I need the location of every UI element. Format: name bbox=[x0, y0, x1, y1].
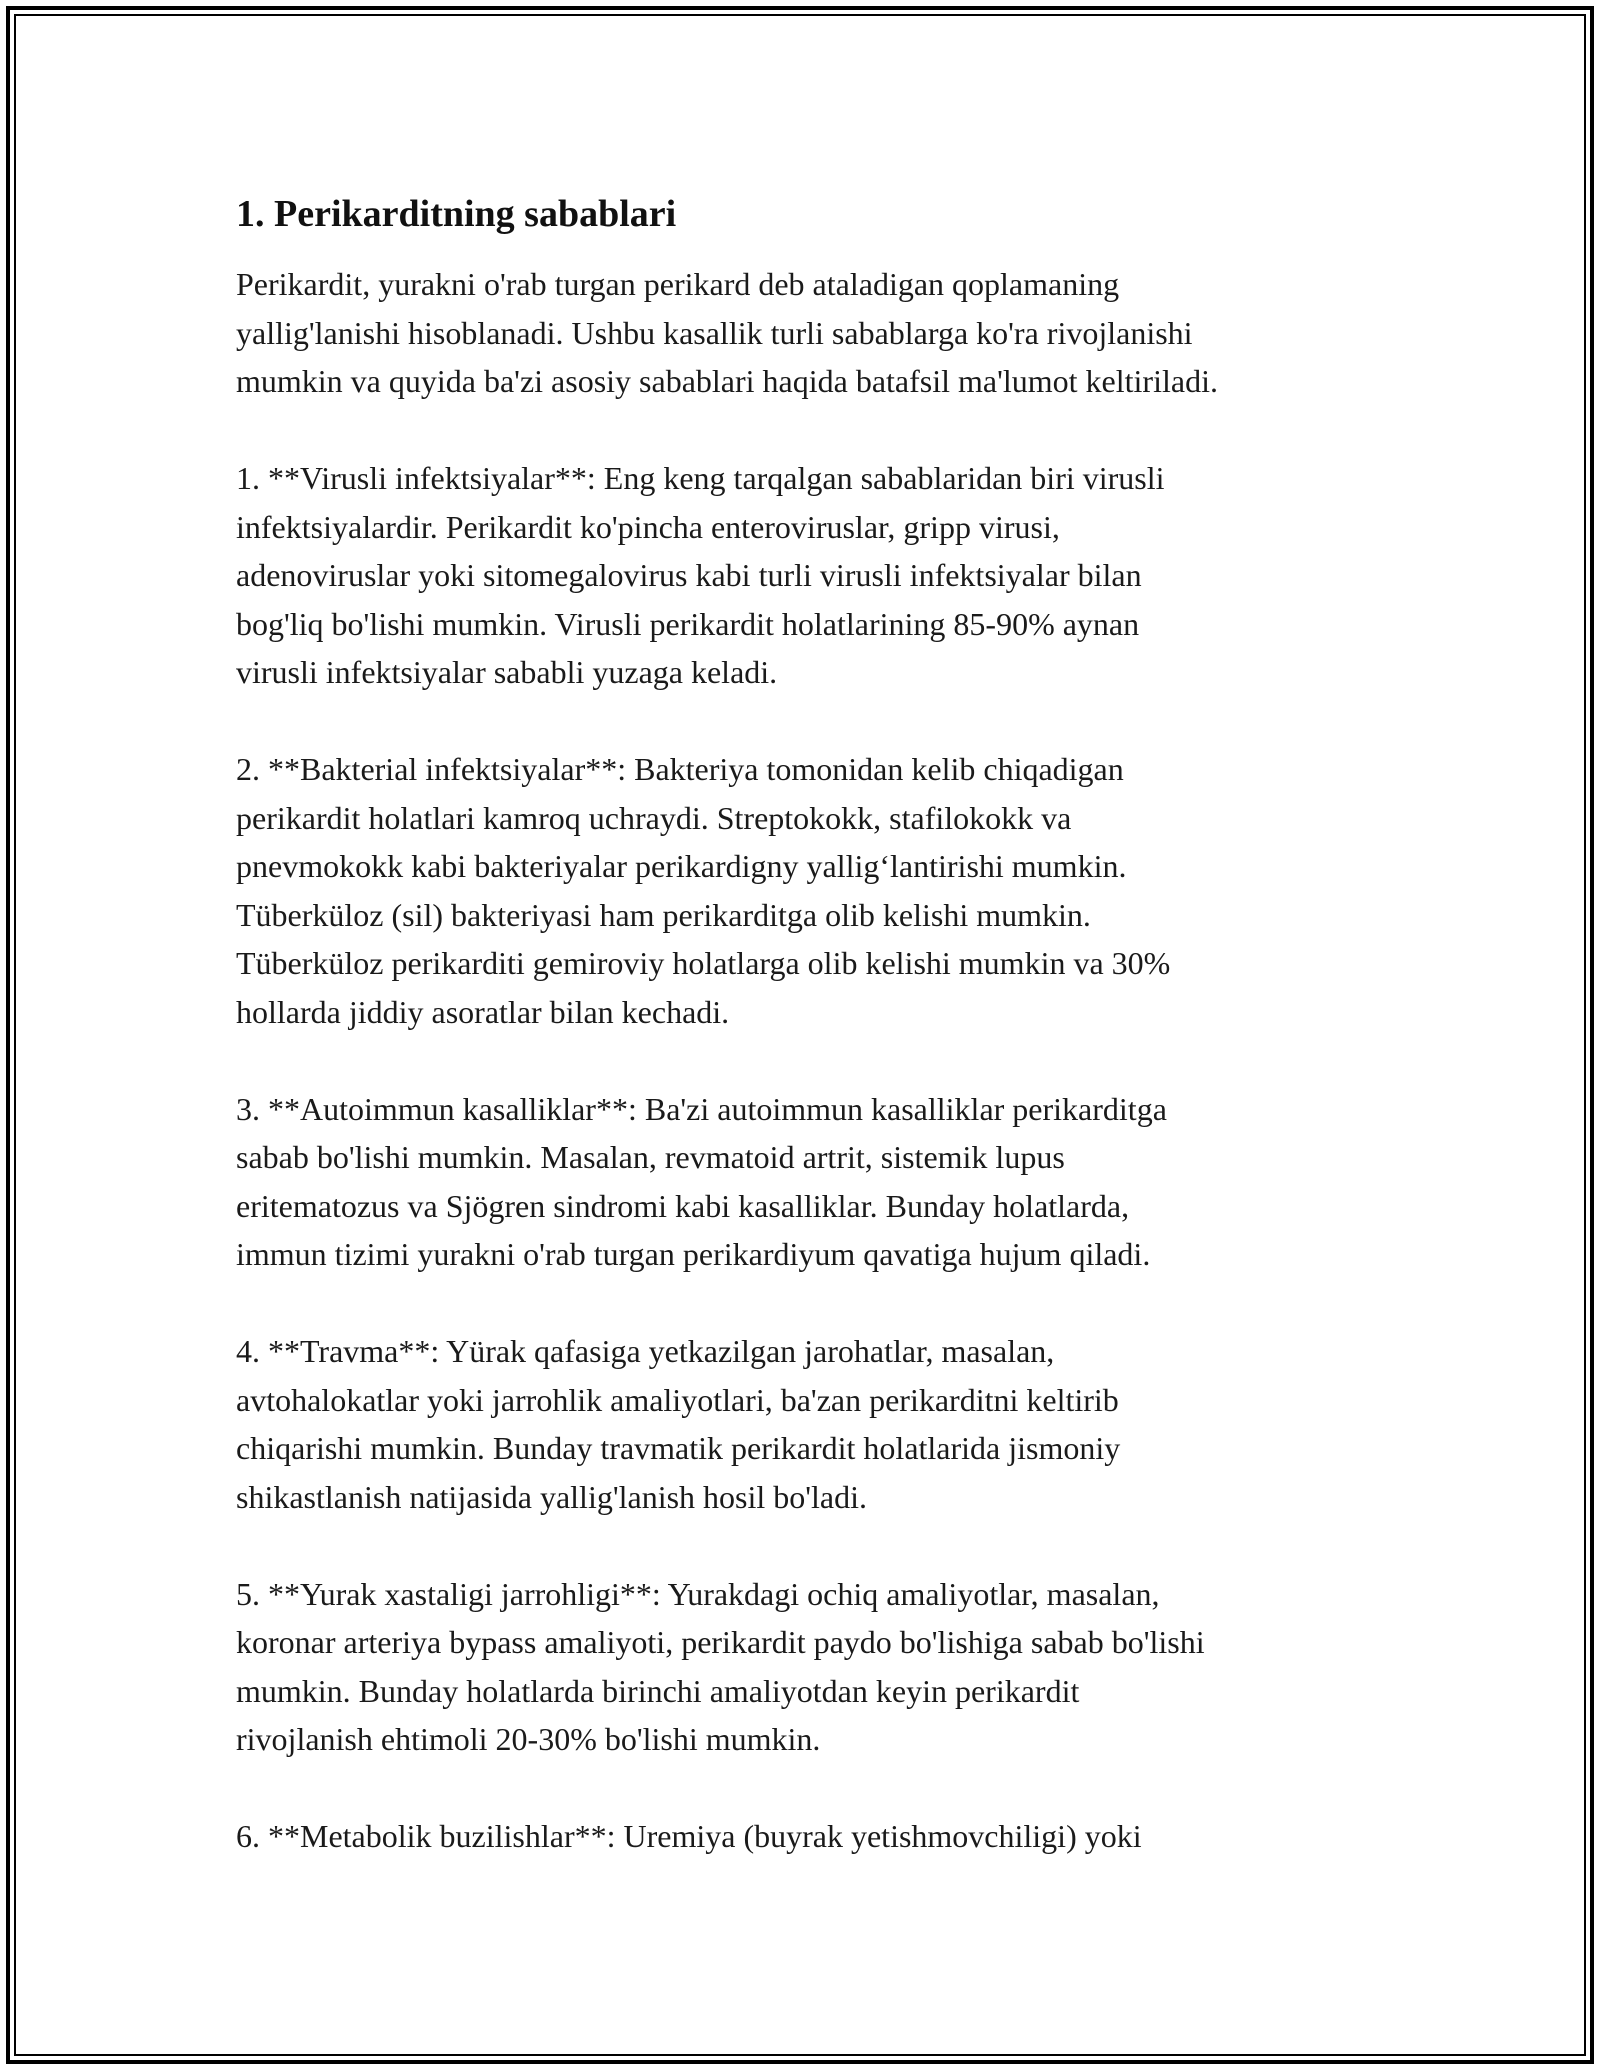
document-body bbox=[236, 188, 1376, 1909]
cause-autoimmune-paragraph: 3. **Autoimmun kasalliklar**: Ba'zi autoimmun kasalliklar perikarditga sabab bo'lishi mumkin. Masalan, revmatoid artrit, sistemik lupus eritematozus va Sjögren sindromi kabi kasalliklar. Bunday holatlarda, immun tizimi yurakni o'rab turgan perikardiyum qavatiga hujum qiladi. bbox=[236, 1090, 1167, 1272]
cause-metabolic-paragraph: 6. **Metabolik buzilishlar**: Uremiya (buyrak yetishmovchiligi) yoki bbox=[236, 1818, 1142, 1854]
intro-paragraph: Perikardit, yurakni o'rab turgan perikard deb ataladigan qoplamaning yallig'lanishi hisoblanadi. Ushbu kasallik turli sabablarga ko'ra rivojlanishi mumkin va quyida ba'zi asosiy sabablari haqida batafsil ma'lumot keltiriladi. bbox=[236, 266, 1218, 399]
cause-heart-surgery-paragraph: 5. **Yurak xastaligi jarrohligi**: Yurakdagi ochiq amaliyotlar, masalan, koronar arteriya bypass amaliyoti, perikardit paydo bo'lishiga sabab bo'lishi mumkin. Bunday holatlarda birinchi amaliyotdan keyin perikardit rivojlanish ehtimoli 20-30% bo'lishi mumkin. bbox=[236, 1575, 1205, 1757]
cause-viral-paragraph: 1. **Virusli infektsiyalar**: Eng keng tarqalgan sabablaridan biri virusli infektsiyalardir. Perikardit ko'pincha enteroviruslar, gripp virusi, adenoviruslar yoki sitomegalovirus kabi turli virusli infektsiyalar bilan bog'liq bo'lishi mumkin. Virusli perikardit holatlarining 85-90% aynan virusli infektsiyalar sababli yuzaga keladi. bbox=[236, 460, 1165, 690]
cause-bacterial-paragraph: 2. **Bakterial infektsiyalar**: Bakteriya tomonidan kelib chiqadigan perikardit holatlari kamroq uchraydi. Streptokokk, stafilokokk va pnevmokokk kabi bakteriyalar perikardigny yallig‘lantirishi mumkin. Tüberküloz (sil) bakteriyasi ham perikarditga olib kelishi mumkin. Tüberküloz perikarditi gemiroviy holatlarga olib kelishi mumkin va 30% hollarda jiddiy asoratlar bilan kechadi. bbox=[236, 751, 1171, 1030]
section-heading: 1. Perikarditning sabablari bbox=[236, 193, 677, 235]
cause-trauma-paragraph: 4. **Travma**: Yürak qafasiga yetkazilgan jarohatlar, masalan, avtohalokatlar yoki jarrohlik amaliyotlari, ba'zan perikarditni keltirib chiqarishi mumkin. Bunday travmatik perikardit holatlarida jismoniy shikastlanish natijasida yallig'lanish hosil bo'ladi. bbox=[236, 1333, 1121, 1515]
